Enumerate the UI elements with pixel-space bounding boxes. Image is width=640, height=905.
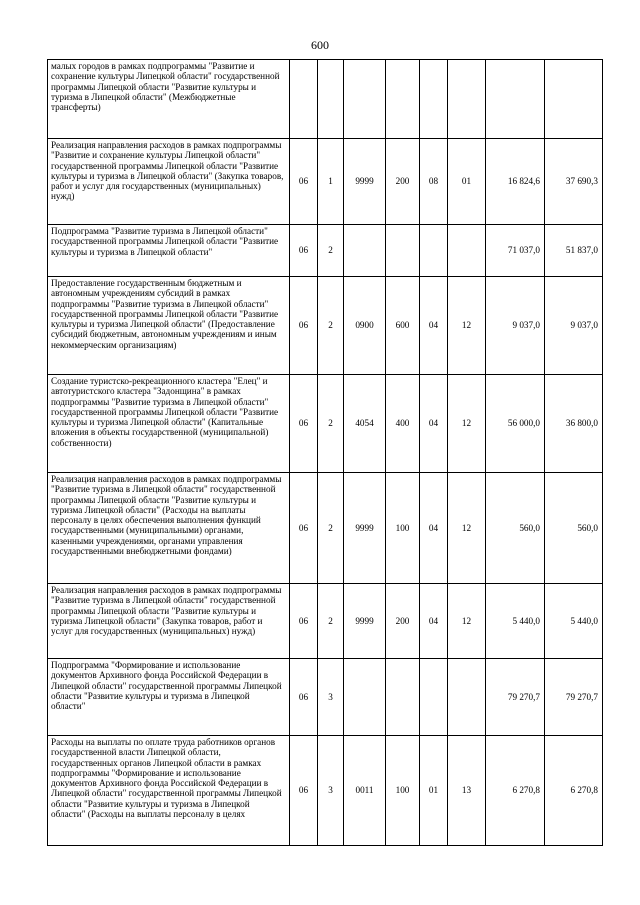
code-subprogram: 2 <box>318 473 344 584</box>
code-subprogram: 3 <box>318 659 344 736</box>
code-section: 01 <box>420 736 448 846</box>
amount-year-1: 16 824,6 <box>486 139 545 225</box>
code-expense-type <box>386 60 420 139</box>
code-expense-type: 400 <box>386 375 420 473</box>
code-program: 06 <box>290 225 318 277</box>
amount-year-1: 56 000,0 <box>486 375 545 473</box>
table-row <box>48 473 603 584</box>
code-program <box>290 60 318 139</box>
row-description: Реализация направления расходов в рамках подпрограммы "Развитие и сохранение культуры Липецкой области" государственной программы Липецкой области "Развитие культуры и туризма в Липецкой области" (Закупка товаров, работ и услуг для государственных (муниципальных) нужд) <box>48 139 290 225</box>
code-direction: 4054 <box>344 375 386 473</box>
code-subsection <box>448 60 486 139</box>
budget-table <box>47 59 603 846</box>
code-section <box>420 225 448 277</box>
amount-year-1: 9 037,0 <box>486 277 545 375</box>
amount-year-2: 9 037,0 <box>545 277 603 375</box>
code-subprogram: 2 <box>318 375 344 473</box>
code-expense-type <box>386 659 420 736</box>
amount-year-2: 560,0 <box>545 473 603 584</box>
code-subsection: 01 <box>448 139 486 225</box>
code-subprogram: 2 <box>318 225 344 277</box>
code-program: 06 <box>290 139 318 225</box>
code-section <box>420 60 448 139</box>
code-section: 04 <box>420 473 448 584</box>
code-subprogram <box>318 60 344 139</box>
code-subprogram: 1 <box>318 139 344 225</box>
code-program: 06 <box>290 659 318 736</box>
amount-year-1: 79 270,7 <box>486 659 545 736</box>
amount-year-2: 51 837,0 <box>545 225 603 277</box>
row-description: Реализация направления расходов в рамках подпрограммы "Развитие туризма в Липецкой области" государственной программы Липецкой области "Развитие культуры и туризма Липецкой области" (Расходы на выплаты персоналу в целях обеспечения выполнения функций государственными (муниципальными) органами, казенными учреждениями, органами управления государственными внебюджетными фондами) <box>48 473 290 584</box>
code-program: 06 <box>290 277 318 375</box>
code-direction: 9999 <box>344 139 386 225</box>
table-row <box>48 277 603 375</box>
amount-year-2: 37 690,3 <box>545 139 603 225</box>
amount-year-2: 6 270,8 <box>545 736 603 846</box>
code-direction: 9999 <box>344 473 386 584</box>
code-section: 04 <box>420 584 448 659</box>
code-subsection: 12 <box>448 584 486 659</box>
row-description: Реализация направления расходов в рамках подпрограммы "Развитие туризма в Липецкой области" государственной программы Липецкой области "Развитие культуры и туризма Липецкой области" (Закупка товаров, работ и услуг для государственных (муниципальных) нужд) <box>48 584 290 659</box>
code-section <box>420 659 448 736</box>
table-row <box>48 139 603 225</box>
code-section: 08 <box>420 139 448 225</box>
table-row <box>48 375 603 473</box>
code-subprogram: 3 <box>318 736 344 846</box>
code-direction: 9999 <box>344 584 386 659</box>
code-program: 06 <box>290 473 318 584</box>
code-program: 06 <box>290 736 318 846</box>
code-expense-type: 100 <box>386 473 420 584</box>
code-section: 04 <box>420 375 448 473</box>
code-expense-type: 200 <box>386 139 420 225</box>
table-row <box>48 225 603 277</box>
code-program: 06 <box>290 584 318 659</box>
code-direction: 0900 <box>344 277 386 375</box>
amount-year-1: 71 037,0 <box>486 225 545 277</box>
amount-year-2 <box>545 60 603 139</box>
amount-year-2: 5 440,0 <box>545 584 603 659</box>
table-row <box>48 659 603 736</box>
amount-year-1 <box>486 60 545 139</box>
code-subsection: 13 <box>448 736 486 846</box>
code-subsection <box>448 659 486 736</box>
amount-year-2: 79 270,7 <box>545 659 603 736</box>
page-number: 600 <box>311 38 329 52</box>
code-subprogram: 2 <box>318 277 344 375</box>
code-expense-type: 100 <box>386 736 420 846</box>
row-description: Подпрограмма "Развитие туризма в Липецкой области" государственной программы Липецкой области "Развитие культуры и туризма в Липецкой области" <box>48 225 290 277</box>
amount-year-1: 5 440,0 <box>486 584 545 659</box>
code-expense-type <box>386 225 420 277</box>
code-subsection: 12 <box>448 473 486 584</box>
code-direction <box>344 225 386 277</box>
code-direction <box>344 659 386 736</box>
amount-year-1: 560,0 <box>486 473 545 584</box>
code-subprogram: 2 <box>318 584 344 659</box>
code-subsection <box>448 225 486 277</box>
code-expense-type: 600 <box>386 277 420 375</box>
row-description: малых городов в рамках подпрограммы "Развитие и сохранение культуры Липецкой области" государственной программы Липецкой области "Развитие культуры и туризма в Липецкой области" (Межбюджетные трансферты) <box>48 60 290 139</box>
code-expense-type: 200 <box>386 584 420 659</box>
row-description: Создание туристско-рекреационного кластера "Елец" и автотуристского кластера "Задонщина" в рамках подпрограммы "Развитие туризма в Липецкой области" государственной программы Липецкой области "Развитие культуры и туризма Липецкой области" (Капитальные вложения в объекты государственной (муниципальной) собственности) <box>48 375 290 473</box>
row-description: Расходы на выплаты по оплате труда работников органов государственной власти Липецкой области, государственных органов Липецкой области в рамках подпрограммы "Формирование и использование документов Архивного фонда Российской Федерации в Липецкой области" государственной программы Липецкой области "Развитие культуры и туризма в Липецкой области" (Расходы на выплаты персоналу в целях <box>48 736 290 846</box>
code-subsection: 12 <box>448 375 486 473</box>
code-section: 04 <box>420 277 448 375</box>
code-subsection: 12 <box>448 277 486 375</box>
row-description: Подпрограмма "Формирование и использование документов Архивного фонда Российской Федерации в Липецкой области" государственной программы Липецкой области "Развитие культуры и туризма в Липецкой области" <box>48 659 290 736</box>
code-direction <box>344 60 386 139</box>
code-direction: 0011 <box>344 736 386 846</box>
amount-year-1: 6 270,8 <box>486 736 545 846</box>
code-program: 06 <box>290 375 318 473</box>
table-row <box>48 736 603 846</box>
table-row <box>48 584 603 659</box>
amount-year-2: 36 800,0 <box>545 375 603 473</box>
row-description: Предоставление государственным бюджетным и автономным учреждениям субсидий в рамках подпрограммы "Развитие туризма в Липецкой области" государственной программы Липецкой области "Развитие культуры и туризма Липецкой области" (Предоставление субсидий бюджетным, автономным учреждениям и иным некоммерческим организациям) <box>48 277 290 375</box>
table-row <box>48 60 603 139</box>
